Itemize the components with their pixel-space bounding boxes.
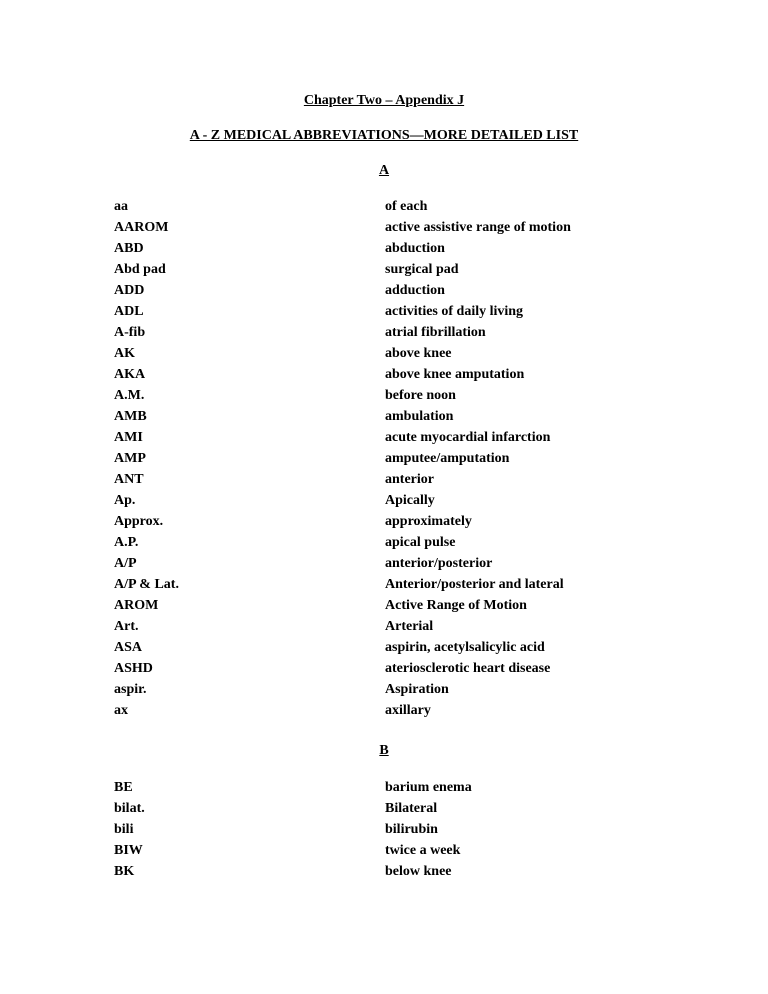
abbreviation: ASA — [114, 640, 143, 655]
definition: ambulation — [385, 409, 454, 424]
abbreviation: ANT — [114, 472, 144, 487]
abbreviation: AMB — [114, 409, 147, 424]
list-item — [0, 469, 768, 490]
list-item — [0, 616, 768, 637]
list-item — [0, 532, 768, 553]
definition: atrial fibrillation — [385, 325, 486, 340]
definition: Active Range of Motion — [385, 598, 527, 613]
list-item — [0, 490, 768, 511]
list-item — [0, 448, 768, 469]
definition: before noon — [385, 388, 456, 403]
abbreviation: ax — [114, 703, 128, 718]
abbreviation: A-fib — [114, 325, 146, 340]
abbreviation: Ap. — [114, 493, 136, 508]
abbreviation: ADL — [114, 304, 144, 319]
abbreviation: ASHD — [114, 661, 153, 676]
abbreviation: Art. — [114, 619, 139, 634]
definition: approximately — [385, 514, 472, 529]
definition: barium enema — [385, 780, 472, 795]
list-item — [0, 840, 768, 861]
list-item — [0, 595, 768, 616]
definition: above knee — [385, 346, 452, 361]
list-item — [0, 861, 768, 882]
list-item — [0, 658, 768, 679]
abbreviation: AK — [114, 346, 135, 361]
abbreviation: BE — [114, 780, 133, 795]
abbreviation: AAROM — [114, 220, 169, 235]
list-item — [0, 301, 768, 322]
abbreviation: A/P & Lat. — [114, 577, 179, 592]
abbreviation: bili — [114, 822, 134, 837]
list-item — [0, 217, 768, 238]
list-item — [0, 238, 768, 259]
definition: active assistive range of motion — [385, 220, 571, 235]
list-item — [0, 553, 768, 574]
section-b-list — [0, 777, 768, 882]
list-item — [0, 427, 768, 448]
definition: abduction — [385, 241, 445, 256]
list-item — [0, 343, 768, 364]
definition: amputee/amputation — [385, 451, 510, 466]
abbreviation: BIW — [114, 843, 143, 858]
definition: axillary — [385, 703, 431, 718]
definition: activities of daily living — [385, 304, 524, 319]
abbreviation: ADD — [114, 283, 145, 298]
definition: surgical pad — [385, 262, 459, 277]
list-item — [0, 259, 768, 280]
abbreviation: aspir. — [114, 682, 147, 697]
abbreviation: AROM — [114, 598, 159, 613]
definition: bilirubin — [385, 822, 438, 837]
abbreviation: bilat. — [114, 801, 145, 816]
list-item — [0, 819, 768, 840]
definition: anterior — [385, 472, 434, 487]
abbreviation: Abd pad — [114, 262, 166, 277]
definition: ateriosclerotic heart disease — [385, 661, 551, 676]
list-item — [0, 574, 768, 595]
definition: acute myocardial infarction — [385, 430, 551, 445]
abbreviation: aa — [114, 199, 128, 214]
list-item — [0, 322, 768, 343]
definition: Anterior/posterior and lateral — [385, 577, 564, 592]
list-item — [0, 280, 768, 301]
abbreviation: AMP — [114, 451, 146, 466]
list-item — [0, 385, 768, 406]
list-item — [0, 406, 768, 427]
definition: Apically — [385, 493, 435, 508]
abbreviation: BK — [114, 864, 135, 879]
page-subtitle: A - Z MEDICAL ABBREVIATIONS—MORE DETAILED LIST — [189, 128, 579, 143]
list-item — [0, 511, 768, 532]
definition: of each — [385, 199, 428, 214]
page-title: Chapter Two – Appendix J — [303, 93, 465, 108]
definition: aspirin, acetylsalicylic acid — [385, 640, 545, 655]
definition: apical pulse — [385, 535, 456, 550]
definition: Bilateral — [385, 801, 438, 816]
abbreviation: AMI — [114, 430, 143, 445]
section-heading-a: A — [378, 163, 390, 178]
abbreviation: A.M. — [114, 388, 145, 403]
list-item — [0, 364, 768, 385]
list-item — [0, 700, 768, 721]
section-heading-b: B — [379, 743, 389, 758]
section-a-list — [0, 196, 768, 721]
list-item — [0, 196, 768, 217]
abbreviation: A/P — [114, 556, 137, 571]
list-item — [0, 798, 768, 819]
definition: above knee amputation — [385, 367, 525, 382]
definition: Arterial — [385, 619, 434, 634]
abbreviation: AKA — [114, 367, 146, 382]
definition: adduction — [385, 283, 445, 298]
list-item — [0, 679, 768, 700]
definition: twice a week — [385, 843, 461, 858]
list-item — [0, 637, 768, 658]
abbreviation: Approx. — [114, 514, 164, 529]
list-item — [0, 777, 768, 798]
definition: Aspiration — [385, 682, 449, 697]
definition: anterior/posterior — [385, 556, 493, 571]
abbreviation: ABD — [114, 241, 144, 256]
abbreviation: A.P. — [114, 535, 139, 550]
definition: below knee — [385, 864, 452, 879]
